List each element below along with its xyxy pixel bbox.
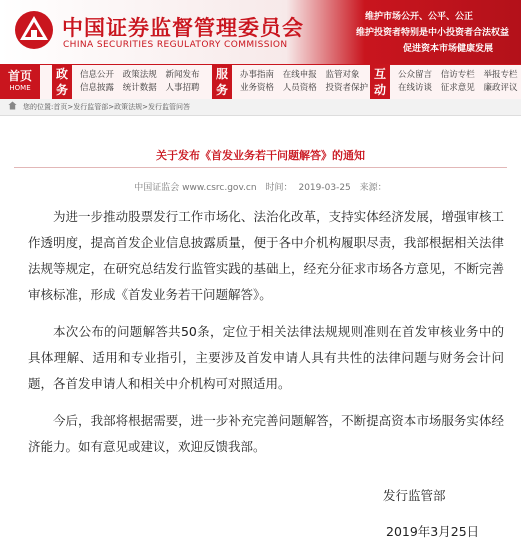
nav-link-news-release[interactable]: 新闻发布 xyxy=(165,70,200,80)
csrc-emblem-icon[interactable] xyxy=(14,10,54,50)
slogan-line: 促进资本市场健康发展 xyxy=(402,44,493,54)
nav-links-interaction xyxy=(398,69,521,95)
breadcrumb-policy[interactable]: 政策法规 xyxy=(114,103,143,111)
nav-link-solicit-opinion[interactable]: 征求意见 xyxy=(440,83,475,93)
article-title: 关于发布《首发业务若干问题解答》的通知 xyxy=(156,149,365,162)
site-title-english: CHINA SECURITIES REGULATORY COMMISSION xyxy=(63,40,288,50)
article-paragraph: 为进一步推动股票发行工作市场化、法治化改革，支持实体经济发展，增强审核工作透明度，提高首发企业信息披露质量，便于各中介机构履职尽责，我部根据相关法律法规等规定，在研究总结发行监管实践的基础上，经充分征求市场各方意见，不断完善审核标准，形成《首发业务若干问题解答》。 xyxy=(28,209,504,302)
nav-section-service[interactable] xyxy=(212,65,232,99)
site-header xyxy=(0,0,521,64)
breadcrumb-home[interactable]: 首页 xyxy=(53,103,68,111)
nav-link-public-message[interactable]: 公众留言 xyxy=(398,70,433,80)
article-source: 中国证监会 www.csrc.gov.cn xyxy=(134,183,257,193)
title-divider xyxy=(14,167,507,168)
nav-links-government xyxy=(80,69,205,95)
nav-link-online-apply[interactable]: 在线申报 xyxy=(282,70,317,80)
nav-link-investor-protection[interactable]: 投资者保护 xyxy=(325,83,368,93)
nav-link-report[interactable]: 举报专栏 xyxy=(483,70,518,80)
article-paragraph: 本次公布的问题解答共50条，定位于相关法律法规规则准则在首发审核业务中的具体理解、适用和专业指引，主要涉及首发申请人具有共性的法律问题与财务会计问题，各首发申请人和相关中介机构可对照适用。 xyxy=(28,324,504,391)
article-paragraph: 今后，我部将根据需要，进一步补充完善问题解答，不断提高资本市场服务实体经济能力。如有意见或建议，欢迎反馈我部。 xyxy=(28,413,504,454)
breadcrumb-qa[interactable]: 发行监管问答 xyxy=(147,103,190,111)
nav-section-label: 服 务 xyxy=(215,67,228,97)
breadcrumb-prefix: 您的位置: xyxy=(23,103,54,111)
time-label: 时间： xyxy=(265,183,293,193)
article-time: 2019-03-25 xyxy=(298,183,351,193)
nav-link-business-qualification[interactable]: 业务资格 xyxy=(240,83,275,93)
nav-section-label: 互 动 xyxy=(373,67,386,97)
breadcrumb-separator: > xyxy=(142,103,148,111)
nav-section-interaction[interactable] xyxy=(370,65,390,99)
breadcrumb xyxy=(0,99,521,116)
slogan-line: 维护市场公开、公平、公正 xyxy=(364,12,473,22)
home-button[interactable] xyxy=(0,65,40,99)
signature-date: 2019年3月25日 xyxy=(386,524,480,539)
slogan-line: 维护投资者特别是中小投资者合法权益 xyxy=(355,28,509,38)
nav-links-service xyxy=(240,69,374,95)
article-meta xyxy=(0,180,521,193)
nav-link-info-disclosure[interactable]: 信息披露 xyxy=(80,83,115,93)
nav-link-recruitment[interactable]: 人事招聘 xyxy=(165,83,200,93)
nav-link-statistics[interactable]: 统计数据 xyxy=(122,83,157,93)
site-title[interactable]: 中国证券监督管理委员会 xyxy=(62,16,304,40)
nav-link-petition[interactable]: 信访专栏 xyxy=(440,70,475,80)
article-body xyxy=(28,204,504,471)
nav-link-interview[interactable]: 在线访谈 xyxy=(398,83,433,93)
breadcrumb-issuance-dept[interactable]: 发行监管部 xyxy=(73,103,109,111)
nav-link-integrity-review[interactable]: 廉政评议 xyxy=(483,83,518,93)
nav-link-policy-law[interactable]: 政策法规 xyxy=(122,70,157,80)
nav-link-info-public[interactable]: 信息公开 xyxy=(80,70,115,80)
breadcrumb-separator: > xyxy=(67,103,74,111)
nav-link-personnel-qualification[interactable]: 人员资格 xyxy=(282,83,317,93)
nav-section-government[interactable] xyxy=(52,65,72,99)
nav-link-guide[interactable]: 办事指南 xyxy=(240,70,275,80)
home-label: 首页 xyxy=(7,69,32,83)
header-slogans xyxy=(339,9,509,57)
signature-department: 发行监管部 xyxy=(383,488,446,503)
main-nav xyxy=(0,64,521,100)
home-icon xyxy=(8,101,17,110)
breadcrumb-separator: > xyxy=(108,103,115,111)
origin-label: 来源： xyxy=(359,183,387,193)
home-label-english: HOME xyxy=(9,84,31,92)
nav-section-label: 政 务 xyxy=(55,67,68,97)
nav-link-regulated-entities[interactable]: 监管对象 xyxy=(325,70,360,80)
